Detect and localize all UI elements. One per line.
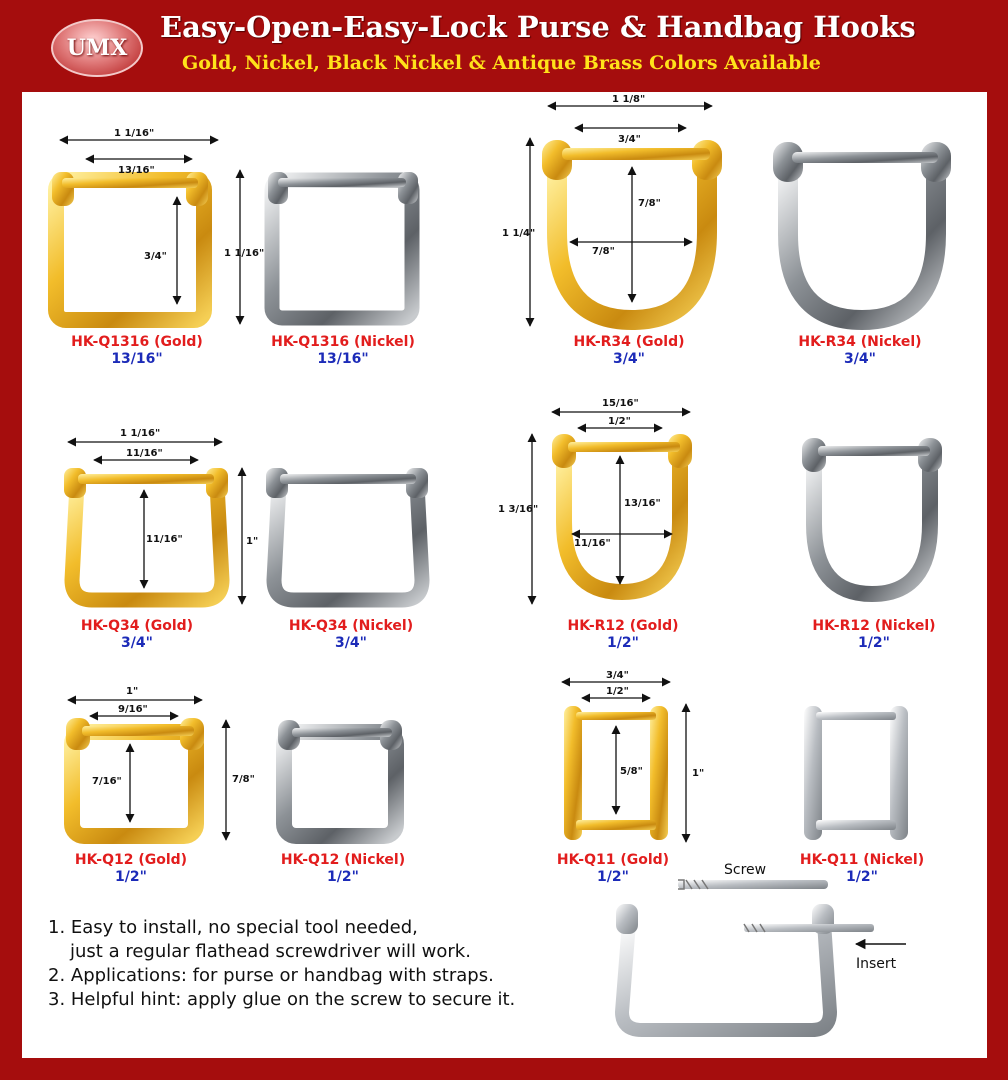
product-code: HK-R12 (Nickel) [812,618,936,634]
product-code: HK-Q1316 (Gold) [71,334,203,350]
dim-r12-span: 11/16" [574,538,611,549]
dim-q11-width: 3/4" [606,670,629,681]
product-code: HK-Q11 (Gold) [556,852,670,868]
product-size: 1/2" [607,635,639,651]
product-code: HK-R12 (Gold) [567,618,679,634]
dim-r12-inner: 1/2" [608,416,631,427]
note-1-continued: just a regular flathead screwdriver will work. [70,941,471,962]
label-q12-gold [36,852,226,886]
label-q11-gold [518,852,708,886]
product-size: 1/2" [115,869,147,885]
product-code: HK-Q34 (Gold) [80,618,194,634]
product-size: 1/2" [858,635,890,651]
label-q34-gold [42,618,232,652]
note-3: 3. Helpful hint: apply glue on the screw to secure it. [48,989,516,1010]
label-q12-nickel [248,852,438,886]
label-q1316-nickel [248,334,438,368]
hook-r12-nickel [802,438,942,594]
product-size: 13/16" [111,351,163,367]
product-code: HK-Q12 (Gold) [74,852,188,868]
dim-q34-height: 1" [246,536,259,547]
dim-q12-inner: 9/16" [118,704,148,715]
installation-notes [48,916,668,1012]
product-size: 3/4" [335,635,367,651]
dim-r34-inner: 3/4" [618,134,641,145]
note-1: 1. Easy to install, no special tool needed, [48,917,418,938]
label-r34-gold [534,334,724,368]
product-size: 1/2" [846,869,878,885]
dim-q12-width: 1" [126,686,139,697]
dim-q11-inner: 1/2" [606,686,629,697]
label-q1316-gold [42,334,232,368]
dim-q11-depth: 5/8" [620,766,643,777]
dim-r12-width: 15/16" [602,398,639,409]
hook-q1316-gold [52,172,208,320]
dim-q1316-depth: 3/4" [144,251,167,262]
dim-q12-height: 7/8" [232,774,255,785]
product-size: 13/16" [317,351,369,367]
hook-q11-nickel [804,706,908,840]
label-r12-gold [528,618,718,652]
hook-q12-nickel [278,720,402,836]
umx-logo [51,19,143,77]
product-size: 1/2" [597,869,629,885]
insert-label: Insert [856,956,897,972]
label-q34-nickel [256,618,446,652]
dim-q12-depth: 7/16" [92,776,122,787]
label-q11-nickel [762,852,962,886]
dim-q1316-width: 1 1/16" [114,128,155,139]
dim-r34-span: 7/8" [592,246,615,257]
dim-q34-inner: 11/16" [126,448,163,459]
page-title: Easy-Open-Easy-Lock Purse & Handbag Hooks [160,10,916,44]
product-size: 3/4" [613,351,645,367]
label-r12-nickel [774,618,974,652]
header [0,0,1008,92]
product-code: HK-Q12 (Nickel) [280,852,406,868]
dim-r34-depth: 7/8" [638,198,661,209]
product-code: HK-R34 (Gold) [573,334,685,350]
dim-q1316-inner: 13/16" [118,165,155,176]
logo-text: UMX [66,35,128,61]
product-panel [22,92,987,1058]
dim-q1316-height: 1 1/16" [224,248,265,259]
product-size: 3/4" [121,635,153,651]
product-code: HK-Q1316 (Nickel) [271,334,415,350]
page-subtitle: Gold, Nickel, Black Nickel & Antique Brass Colors Available [182,52,821,74]
dim-r12-height: 1 3/16" [498,504,539,515]
product-size: 1/2" [327,869,359,885]
product-code: HK-R34 (Nickel) [798,334,922,350]
hook-q34-nickel [266,468,428,600]
dim-q34-width: 1 1/16" [120,428,161,439]
dim-r34-height: 1 1/4" [502,228,536,239]
dim-q11-height: 1" [692,768,705,779]
product-size: 3/4" [844,351,876,367]
product-code: HK-Q11 (Nickel) [799,852,925,868]
hook-q1316-nickel [268,172,418,318]
label-r34-nickel [760,334,960,368]
dim-q34-depth: 11/16" [146,534,183,545]
dim-r34-width: 1 1/8" [612,94,646,105]
dim-r12-depth: 13/16" [624,498,661,509]
hook-q12-gold [66,718,204,836]
screw-label: Screw [724,862,767,878]
hook-r34-nickel [773,142,951,320]
product-code: HK-Q34 (Nickel) [288,618,414,634]
note-2: 2. Applications: for purse or handbag with straps. [48,965,494,986]
hook-r12-gold [552,434,692,592]
